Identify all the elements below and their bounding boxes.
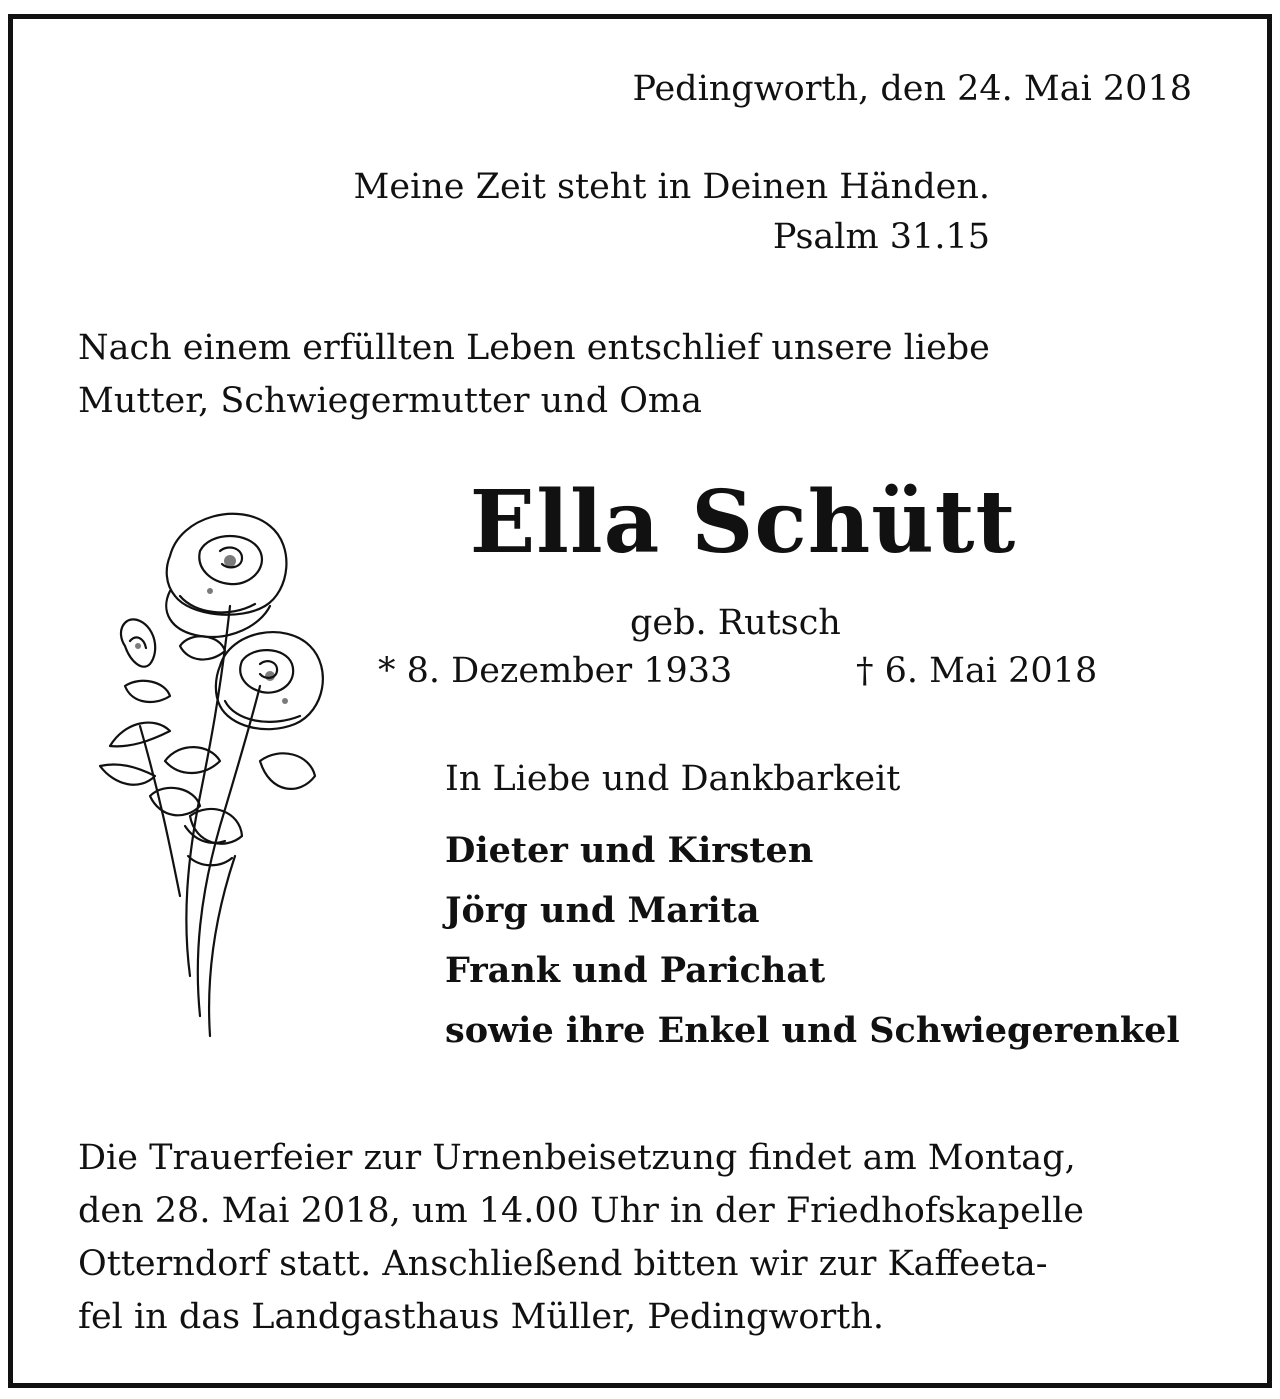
death-date: † 6. Mai 2018 (856, 651, 1098, 691)
intro-line-1: Nach einem erfüllten Leben entschlief unsere liebe (78, 328, 990, 368)
rose-icon (70, 496, 340, 1046)
mourners-intro: In Liebe und Dankbarkeit (445, 759, 901, 799)
funeral-line-3: Otterndorf statt. Anschließend bitten wir zur Kaffeeta- (78, 1244, 1048, 1284)
funeral-notice (78, 1132, 1186, 1344)
maiden-name: geb. Rutsch (630, 603, 841, 643)
intro-line-2: Mutter, Schwiegermutter und Oma (78, 381, 702, 421)
intro-text (78, 322, 1186, 428)
place-date: Pedingworth, den 24. Mai 2018 (632, 69, 1192, 109)
deceased-name: Ella Schütt (469, 472, 1017, 573)
mourner-name: Frank und Parichat (445, 950, 826, 991)
verse-reference: Psalm 31.15 (772, 217, 990, 257)
verse-text: Meine Zeit steht in Deinen Händen. (353, 167, 990, 207)
mourner-name: Jörg und Marita (445, 890, 760, 931)
funeral-line-4: fel in das Landgasthaus Müller, Pedingworth. (78, 1297, 884, 1337)
funeral-line-2: den 28. Mai 2018, um 14.00 Uhr in der Friedhofskapelle (78, 1191, 1084, 1231)
funeral-line-1: Die Trauerfeier zur Urnenbeisetzung findet am Montag, (78, 1138, 1076, 1178)
mourner-name: Dieter und Kirsten (445, 830, 814, 871)
birth-date: * 8. Dezember 1933 (378, 651, 733, 691)
mourner-name: sowie ihre Enkel und Schwiegerenkel (445, 1010, 1180, 1051)
